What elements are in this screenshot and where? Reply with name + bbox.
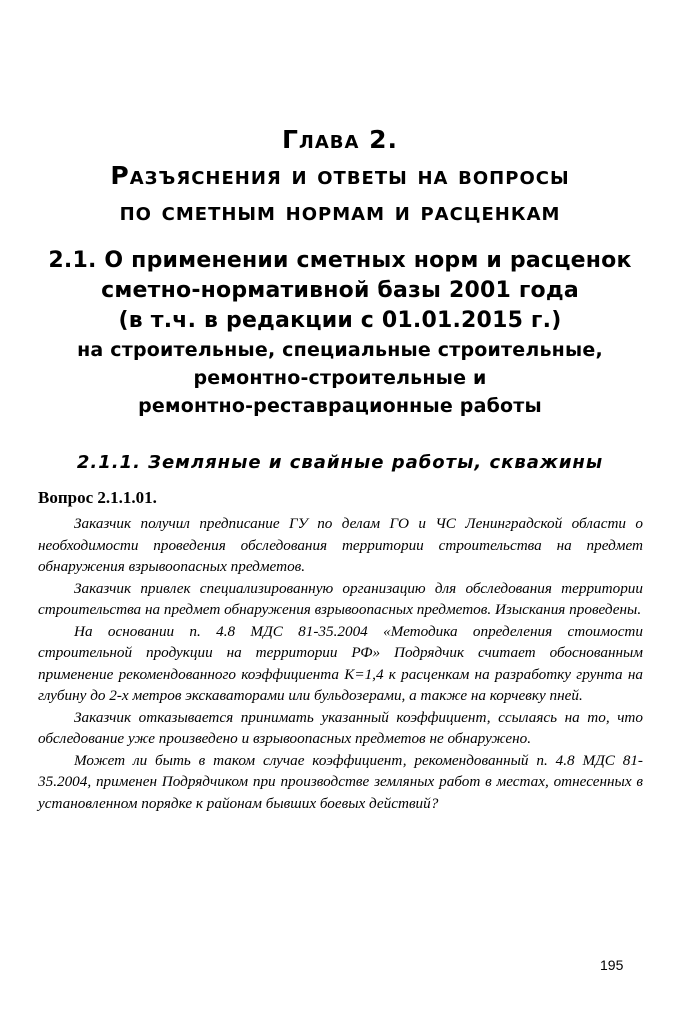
section-title-line-4: на строительные, специальные строительные, xyxy=(77,339,603,361)
section-title-line-3: (в т.ч. в редакции с 01.01.2015 г.) xyxy=(118,308,562,333)
page-number: 195 xyxy=(600,957,624,973)
paragraph: Может ли быть в таком случае коэффициент, рекомендованный п. 4.8 МДС 81-35.2004, применен Подрядчиком при производстве земляных работ в местах, отнесенных в установленном порядке к районам бывших боевых действий? xyxy=(38,751,643,812)
chapter-subtitle-line-2: по сметным нормам и расценкам xyxy=(119,197,561,226)
paragraph: Заказчик отказывается принимать указанный коэффициент, ссылаясь на то, что обследование уже произведено и взрывоопасных предметов не обнаружено. xyxy=(38,708,643,747)
paragraph: Заказчик получил предписание ГУ по делам ГО и ЧС Ленинградской области о необходимости проведения обследования территории строительства на предмет обнаружения взрывоопасных предметов. xyxy=(38,515,643,575)
paragraph: Заказчик привлек специализированную организацию для обследования территории строительства на предмет обнаружения взрывоопасных предметов. Изыскания проведены. xyxy=(38,579,643,618)
section-title-line-2: сметно-нормативной базы 2001 года xyxy=(101,278,579,303)
chapter-title: Глава 2. xyxy=(281,125,399,154)
paragraph: На основании п. 4.8 МДС 81-35.2004 «Методика определения стоимости строительной продукции на территории РФ» Подрядчик считает обоснованным применение рекомендованного коэффициента К=1,4 к расценкам на разработку грунта на глубину до 2-х метров экскаваторами или бульдозерами, а также на корчевку пней. xyxy=(38,622,643,704)
question-body xyxy=(38,513,643,814)
subsection-heading: 2.1.1. Земляные и свайные работы, скважины xyxy=(76,452,604,473)
question-label: Вопрос 2.1.1.01. xyxy=(38,488,157,507)
chapter-subtitle-line-1: Разъяснения и ответы на вопросы xyxy=(110,161,570,190)
section-heading xyxy=(40,246,640,420)
section-title-line-1: 2.1. О применении сметных норм и расценок xyxy=(48,248,632,273)
section-title-line-5: ремонтно-строительные и xyxy=(193,367,487,389)
section-title-line-6: ремонтно-реставрационные работы xyxy=(138,395,542,417)
chapter-heading xyxy=(40,122,640,230)
